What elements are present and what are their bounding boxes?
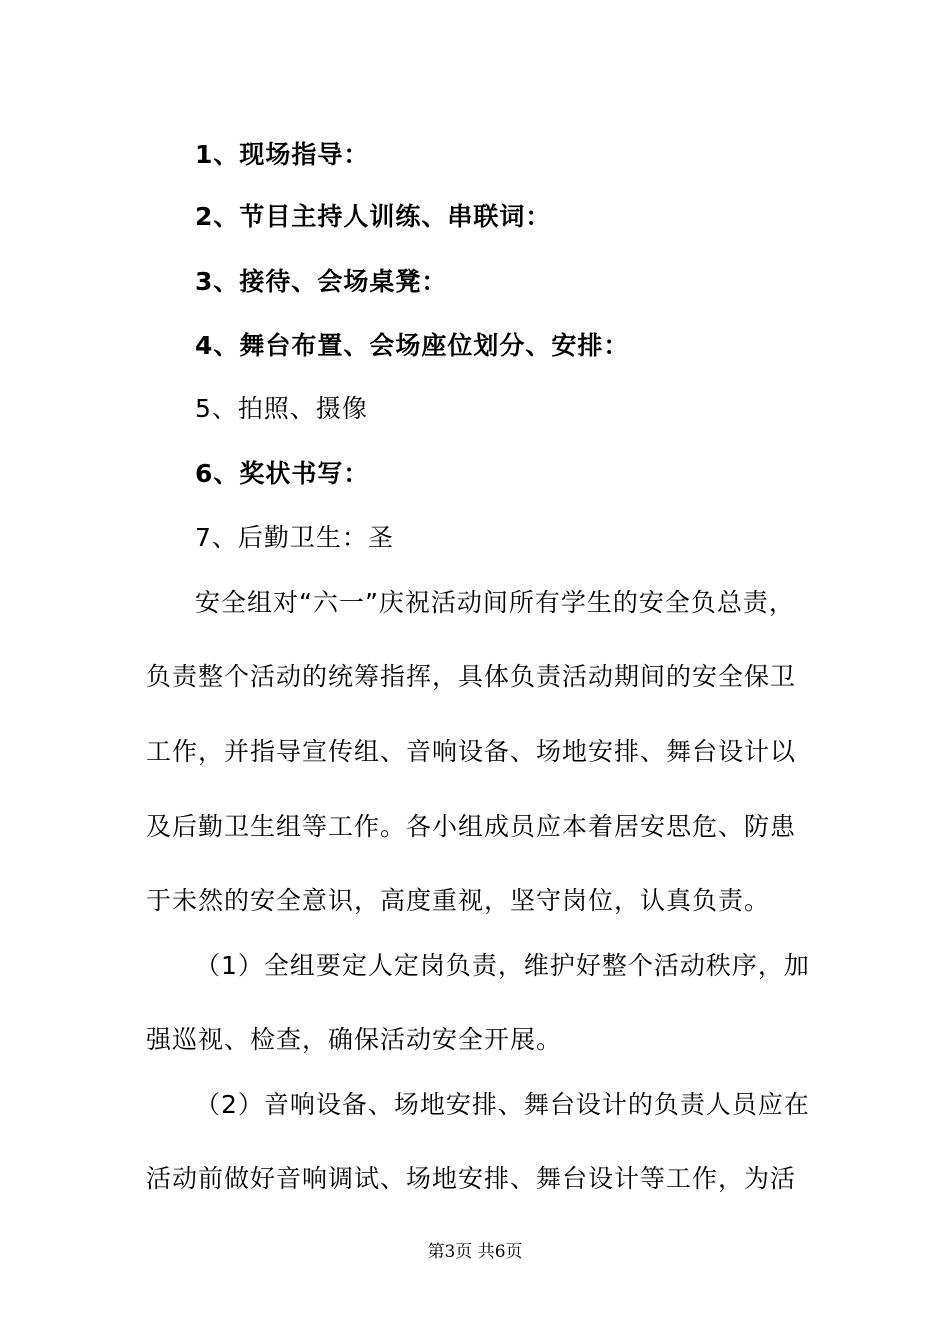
list-item-3: 3、接待、会场桌凳： [195,267,448,296]
paragraph-line: 活动前做好音响调试、场地安排、舞台设计等工作，为活 [146,1164,797,1193]
paragraph-line: 负责整个活动的统筹指挥，具体负责活动期间的安全保卫 [146,662,797,691]
paragraph-line: 于未然的安全意识，高度重视，坚守岗位，认真负责。 [146,886,771,915]
list-item-6: 6、奖状书写： [195,459,370,488]
paragraph-line: 强巡视、检查，确保活动安全开展。 [146,1025,563,1054]
page-footer: 第3页 共6页 [427,1242,523,1262]
paragraph-line: （1）全组要定人定岗负责，维护好整个活动秩序，加 [195,951,810,980]
paragraph-line: 工作，并指导宣传组、音响设备、场地安排、舞台设计以 [146,737,797,766]
list-item-5: 5、拍照、摄像 [195,394,368,423]
list-item-2: 2、节目主持人训练、串联词： [195,202,552,231]
paragraph-line: （2）音响设备、场地安排、舞台设计的负责人员应在 [195,1090,810,1119]
paragraph-line: 及后勤卫生组等工作。各小组成员应本着居安思危、防患 [146,812,797,841]
paragraph-line: 安全组对“六一”庆祝活动间所有学生的安全负总责， [195,588,795,617]
list-item-4: 4、舞台布置、会场座位划分、安排： [195,331,630,360]
list-item-7: 7、后勤卫生：圣 [195,523,394,552]
list-item-1: 1、现场指导： [195,140,370,169]
